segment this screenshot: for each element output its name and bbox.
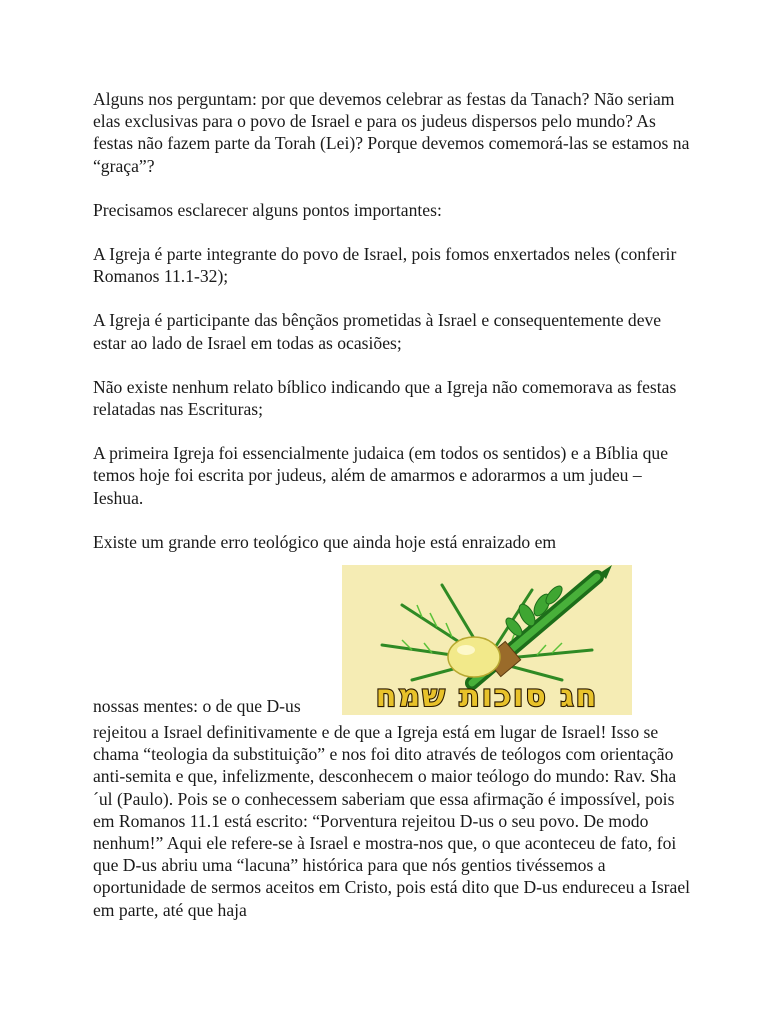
paragraph-6: A primeira Igreja foi essencialmente judaica (em todos os sentidos) e a Bíblia que temos hoje foi escrita por judeus, além de amarmos e adorarmos a um judeu – Ieshua. xyxy=(93,443,669,508)
paragraph-1: Alguns nos perguntam: por que devemos celebrar as festas da Tanach? Não seriam elas exclusivas para o povo de Israel e para os judeus dispersos pelo mundo? As festas não fazem parte da Torah (Lei)? Porque devemos comemorá-las se estamos na “graça”? xyxy=(93,89,690,176)
sukkot-illustration xyxy=(342,565,632,715)
paragraph-7-before-image: nossas mentes: o de que D-us xyxy=(93,695,301,716)
paragraph-7-first-line: Existe um grande erro teológico que ainda hoje está enraizado em xyxy=(93,531,557,552)
paragraph-7-continuation: rejeitou a Israel definitivamente e de que a Igreja está em lugar de Israel! Isso se chama “teologia da substituição” e nos foi dito através de teólogos com orientação anti-semita e que, infelizmente, desconhecem o maior teólogo do mundo: Rav. Sha´ul (Paulo). Pois se o conhecessem saberiam que essa afirmação é impossível, pois em Romanos 11.1 está escrito: “Porventura rejeitou D-us o seu povo. De modo nenhum!” Aqui ele refere-se à Israel e mostra-nos que, o que aconteceu de fato, foi que D-us abriu uma “lacuna” histórica para que nós gentios tivéssemos a oportunidade de sermos aceitos em Cristo, pois está dito que D-us endureceu a Israel em parte, até que haja xyxy=(93,722,691,920)
paragraph-2: Precisamos esclarecer alguns pontos importantes: xyxy=(93,199,442,220)
inline-image-line xyxy=(93,553,693,721)
document-body xyxy=(93,88,693,921)
hebrew-caption: חג סוכות שמח xyxy=(375,679,599,715)
paragraph-3: A Igreja é parte integrante do povo de Israel, pois fomos enxertados neles (conferir Romanos 11.1-32); xyxy=(93,244,677,287)
paragraph-5: Não existe nenhum relato bíblico indicando que a Igreja não comemorava as festas relatadas nas Escrituras; xyxy=(93,376,677,420)
paragraph-4: A Igreja é participante das bênçãos prometidas à Israel e consequentemente deve estar ao lado de Israel em todas as ocasiões; xyxy=(93,310,662,353)
